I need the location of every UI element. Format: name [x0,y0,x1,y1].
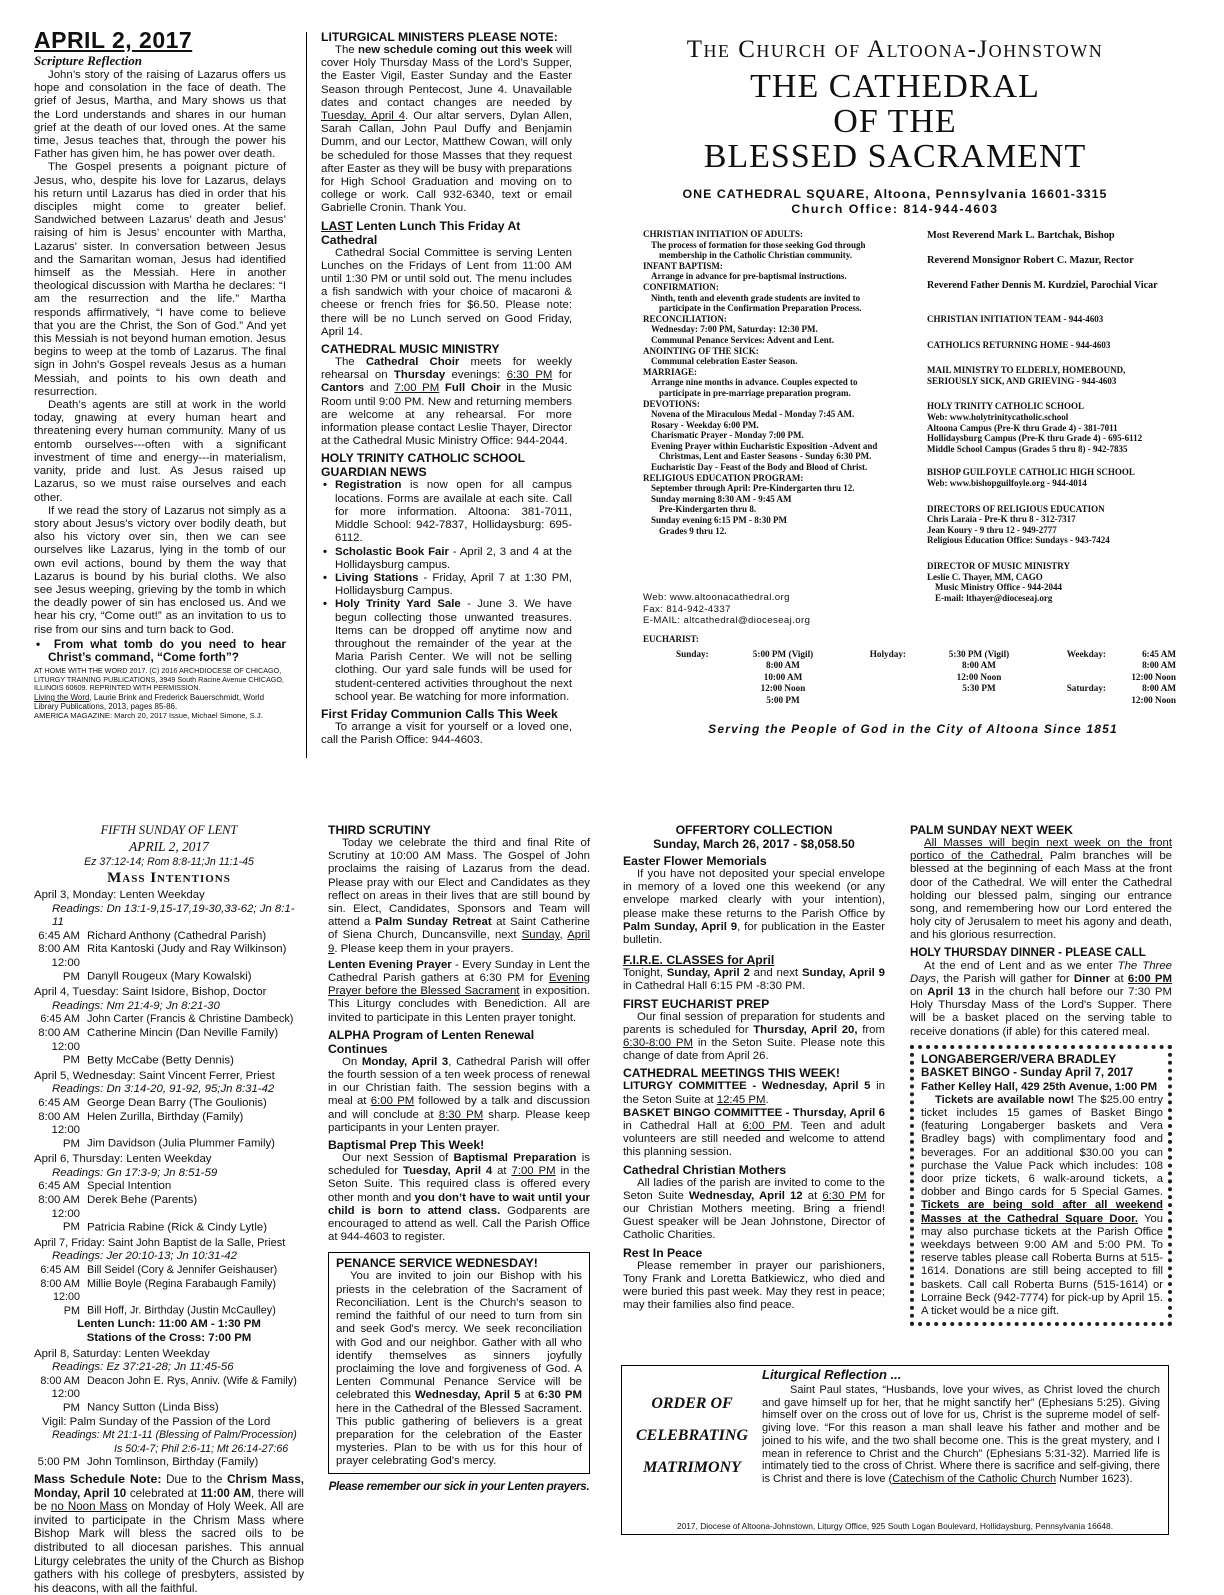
reflection-paragraph: The Gospel presents a poignant picture of Jesus, who, despite his love for Lazarus, delays his return until Lazarus has died in order that his disciples might come to greater belief. Sandwiched between Lazarus’ death and Jesus’ raising of him is Jesus’ encounter with Martha, Lazarus’ sister. In conversation between Jesus and the Samaritan woman, Jesus had identified himself as the Messiah. Here in another theological discussion with Martha he declares: “I am the resurrection and the life.” Martha responds affirmatively, “I have come to believe that you are the Christ, the Son of God.” And yet this Messiah is not beyond human emotion. Jesus begins to weep at the tomb of Lazarus. The final sign in John’s Gospel reveals Jesus as a human Messiah, and points to his own death and resurrection. [34,161,286,398]
holyday-label: Holyday: [869,648,906,659]
first-eucharist-text: Our final session of preparation for students and parents is scheduled for Thursday, April 20, from 6:30-8:00 PM in the Seton Suite. Please note this change of date from April 26. [623,1010,885,1063]
intention-day: April 7, Friday: Saint John Baptist de la Salle, Priest Readings: Jer 20:10-13; Jn 10:31-42 6:45 AM Bill Seidel (Cory & Jennifer Geishauser) 8:00 AM Millie Boyle (Regina Farabaugh Family) 12:00 PM Bill Hoff, Jr. Birthday (Justin McCaulley) [34,1236,286,1317]
directory-heading: RECONCILIATION: [643,313,727,324]
directory-heading: INFANT BAPTISM: [643,260,723,271]
eucharist-schedule [643,634,1183,707]
contact-info [643,592,918,627]
bulletin-date: APRIL 2, 2017 [34,27,193,53]
first-eucharist-heading: FIRST EUCHARIST PREP [623,996,770,1011]
contact-group: Music Ministry Office - 944-2044 [935,582,1062,593]
contact-group: Middle School Campus (Grades 5 thru 8) - 942-7835 [927,443,1128,454]
directory-text: Christmas, Lent and Easter Seasons - Sunday 6:30 PM. [659,451,872,462]
mass-time: 5:30 PM [962,683,996,694]
directory-text: Communal celebration Easter Season. [651,356,798,367]
liturgy-committee-text: LITURGY COMMITTEE - Wednesday, April 5 in the Seton Suite at 12:45 PM. [623,1080,886,1106]
intention-day: April 4, Tuesday: Saint Isidore, Bishop, Doctor Readings: Nm 21:4-9; Jn 8:21-30 6:45 AM John Carter (Francis & Christine Dambeck) 8:00 AM Catherine Mincin (Dan Neville Family) 12:00 PM Betty McCabe (Betty Dennis) [34,986,294,1067]
credit-line: Living the Word, Laurie Brink and Frederick Bauerschmidt, World Library Publications, 2013, pages 85-86. [34,692,265,712]
cathedral-address: ONE CATHEDRAL SQUARE, Altoona, Pennsylvania 16601-3315 [682,187,1108,201]
evening-prayer-text: Lenten Evening Prayer - Every Sunday in Lent the Cathedral Parish gathers at 6:30 PM for Evening Prayer before the Blessed Sacrament in exposition. This Liturgy concludes with Benediction. All are invited to participate in this Lenten prayer tonight. [328,958,590,1024]
saturday-label: Saturday: [1066,683,1106,694]
holy-thursday-text: At the end of Lent and as we enter The Three Days, the Parish will gather for Dinner at 6:00 PM on April 13 in the church hall before our 7:30 PM Holy Thursday Mass of the Lord's Supper. There will be a basket placed on the serving table to receive donations (if able) for this catered meal. [910,959,1172,1038]
parish-motto: Serving the People of God in the City of Altoona Since 1851 [708,722,1118,736]
directory-text: Grades 9 thru 12. [659,525,727,536]
directory-text: Sunday evening 6:15 PM - 8:30 PM [651,515,787,526]
directory-heading: CHRISTIAN INITIATION OF ADULTS: [643,229,803,239]
reflection-box-title: Liturgical Reflection ... [762,1367,902,1382]
mass-intentions-heading: Mass Intentions [107,870,231,886]
credit-line: AMERICA MAGAZINE: March 20, 2017 Issue, Michael Simone, S.J. [34,710,263,720]
intention-day: April 3, Monday: Lenten Weekday Readings: Dn 13:1-9,15-17,19-30,33-62; Jn 8:1-11 6:45 AM Richard Anthony (Cathedral Parish) 8:00 AM Rita Kantoski (Judy and Ray Wilkinson) 12:00 PM Danyll Rougeux (Mary Kowalski) [34,889,295,983]
offertory-column [623,823,885,1312]
penance-service-box [328,1252,590,1473]
scrutiny-column [328,823,590,1494]
bullet-icon: • [36,636,54,651]
mass-time: 12:00 Noon [956,671,1002,682]
mass-time: 12:00 Noon [1131,671,1176,682]
directory-text: Communal Penance Services: Advent and Lent. [651,334,834,345]
clergy-directory [927,230,1197,603]
eucharist-table [676,649,1176,707]
parish-services-directory [643,229,918,536]
credit-line: AT HOME WITH THE WORD 2017. (C) 2016 ARCHDIOCESE OF CHICAGO, LITURGY TRAINING PUBLICATIONS, 3949 South Racine Avenue CHICAGO, ILLINOIS 60609. REPRINTED WITH PERMISSION. [34,666,284,693]
mass-time: 5:00 PM (Vigil) [752,648,814,659]
contact-group: BISHOP GUILFOYLE CATHOLIC HIGH SCHOOL [927,467,1135,478]
liturgical-ministers-text: The new schedule coming out this week will cover Holy Thursday Mass of the Lord’s Supper, the Easter Vigil, Easter Sunday and the Easter Season through Pentecost, June 4. Unavailable dates and contact changes are needed by Tuesday, April 4. Our altar servers, Dylan Allen, Sarah Callan, John Paul Duffy and Benjamin Dumm, and our Lector, Matthew Cowan, will only be scheduled for those Masses that they request after Easter as they will be busy with preparations for High School Graduation and moving on to college or work. Call 932-6340, text or email Gabrielle Cronin. Thank You. [321,44,572,215]
penance-service-heading: PENANCE SERVICE WEDNESDAY! [336,1256,538,1271]
directory-text: participate in pre-marriage preparation program. [659,387,851,398]
meetings-heading: CATHEDRAL MEETINGS THIS WEEK! [623,1066,840,1081]
contact-group: Hollidaysburg Campus (Pre-K thru Grade 4) - 695-6112 [927,433,1143,444]
directory-text: Evening Prayer within Eucharistic Exposition -Advent and [651,440,878,451]
eucharist-label: EUCHARIST: [643,634,699,644]
mass-time: 8:00 AM [1142,683,1176,694]
baptismal-prep-heading: Baptismal Prep This Week! [328,1138,485,1153]
scripture-column [34,28,286,720]
holy-thursday-heading: HOLY THURSDAY DINNER - PLEASE CALL [910,945,1146,959]
lenten-lunch-text: Cathedral Social Committee is serving Lenten Lunches on the Fridays of Lent from 11:00 AM until 1:30 PM or until sold out. The menu includes a fish sandwich with your choice of macaroni & cheese or french fries for $6.50. Please note: there will be no Lunch served on Good Friday, April 14. [321,246,572,338]
bingo-heading: BASKET BINGO - Sunday April 7, 2017 [921,1065,1134,1079]
mass-time: 10:00 AM [763,671,803,682]
reflection-paragraph: If we read the story of Lazarus not simply as a story about Jesus’s victory over bodily death, but also his victory over sin, then we can see ourselves like Lazarus, lying in the tomb of our own evil actions, bound by them the way that Lazarus is bound by his burial cloths. We also see Jesus weeping, grieving by the tomb in which the deadly power of sin has enclosed us. And we hear his cry, “Come out!” as an invitation to us to rise from our sins and turn back to God. [34,504,286,636]
flower-memorials-text: If you have not deposited your special envelope in memory of a loved one this weekend (or any envelope marked clearly with your intention), please make these returns to the Parish Office by Palm Sunday, April 9, for publication in the Easter bulletin. [623,868,885,947]
school-news-heading: HOLY TRINITY CATHOLIC SCHOOL GUARDIAN NEWS [321,451,525,480]
church-name: The Church of Altoona-Johnstown [686,36,1104,63]
reflection-box-text: Saint Paul states, “Husbands, love your wives, as Christ loved the church and gave himself up for her, that he might sanctify her” (Ephesians 5:25). Giving himself over on the cross out of love for us, Christ is the supreme model of self-giving love. “For this reason a man shall leave his father and mother and be joined to his wife, and the two shall become one. This is the great mystery, and I mean in reference to Christ and the Church” (Ephesians 5:31-32). Married life is intimately tied to the cross of Christ. Where there is sacrifice and self-giving, there is Christ and there is love (Catechism of the Catholic Church Number 1623). [762,1384,1160,1485]
contact-group: CHRISTIAN INITIATION TEAM - 944-4603 [927,314,1104,324]
directory-heading: MARRIAGE: [643,366,697,377]
liturgical-day: FIFTH SUNDAY OF LENT [100,823,238,837]
liturgical-ministers-heading: LITURGICAL MINISTERS PLEASE NOTE: [321,30,558,44]
reflection-paragraph: John’s story of the raising of Lazarus offers us hope and consolation in the face of death. The grief of Jesus, Martha, and Mary shows us that the Lord understands and shares in our human grief at the death of our loved ones. At the same time, Jesus teaches that, through the power his Father has given him, he has power over death. [34,69,286,161]
mass-schedule-note: Mass Schedule Note: Due to the Chrism Mass, Monday, April 10 celebrated at 11:00 AM, there will be no Noon Mass on Monday of Holy Week. All are invited to participate in the Chrism Mass where Bishop Mark will bless the sacred oils to be distributed to all diocesan parishes. This annual Liturgy celebrates the unity of the Church as Bishop gathers with his college of presbyters, assisted by his deacons, with all the faithful. [34,1471,304,1595]
bingo-heading: LONGABERGER/VERA BRADLEY [921,1051,1117,1066]
clergy-rector: Reverend Monsignor Robert C. Mazur, Rector [927,255,1134,266]
directory-heading: ANOINTING OF THE SICK: [643,345,759,356]
contact-group: Jean Koury - 9 thru 12 - 949-2777 [927,524,1057,535]
directory-text: participate in the Confirmation Preparation Process. [659,303,862,314]
directory-text: Wednesday: 7:00 PM, Saturday: 12:30 PM. [651,324,818,335]
mass-time: 6:45 AM [1142,648,1176,659]
reflection-box-footer: 2017, Diocese of Altoona-Johnstown, Liturgy Office, 925 South Logan Boulevard, Hollidaysburg, Pennsylvania 16648. [676,1521,1114,1531]
mass-time: 12:00 Noon [1131,694,1176,705]
column-divider [306,32,307,758]
contact-group: MAIL MINISTRY TO ELDERLY, HOMEBOUND, [927,365,1126,376]
mass-time: 8:00 AM [766,660,800,671]
bingo-committee-text: BASKET BINGO COMMITTEE - Thursday, April 6 in Cathedral Hall at 6:00 PM. Teen and adult volunteers are still needed and welcome to attend this planning session. [623,1106,885,1159]
email-link[interactable]: E-MAIL: altcathedral@dioceseaj.org [643,615,811,627]
directory-text: Eucharistic Day - Feast of the Body and Blood of Christ. [651,462,868,473]
third-scrutiny-text: Today we celebrate the third and final Rite of Scrutiny at 10:00 AM Mass. The Gospel of John proclaims the raising of Lazarus from the dead. Please pray with our Elect and Candidates as they reflect on areas in their lives that are still bound by sin. Elect, Candidates, Sponsors and Team will attend a Palm Sunday Retreat at Saint Catherine of Siena Church, Duncansville, next Sunday, April 9. Please keep them in your prayers. [328,837,590,955]
baptismal-prep-text: Our next Session of Baptismal Preparation is scheduled for Tuesday, April 4 at 7:00 PM in the Seton Suite. This required class is offered every other month and you don’t have to wait until your child is born to attend class. Godparents are encouraged to attend as well. Call the Parish Office at 944-4603 to register. [328,1152,591,1244]
ministry-column [321,30,572,747]
sunday-readings: Ez 37:12-14; Rom 8:8-11;Jn 11:1-45 [84,856,254,868]
directory-text: membership in the Catholic Christian community. [659,250,853,261]
contact-group: SERIOUSLY SICK, AND GRIEVING - 944-4603 [927,375,1117,386]
school-news-list [321,479,572,703]
list-item: • Living Stations - Friday, April 7 at 1:30 PM, Hollidaysburg Campus. [335,572,572,598]
contact-group: Chris Laraia - Pre-K thru 8 - 312-7317 [927,514,1076,525]
clergy-vicar: Reverend Father Dennis M. Kurdziel, Parochial Vicar [927,280,1158,291]
fire-classes-heading: F.I.R.E. CLASSES for April [623,953,775,968]
palm-sunday-heading: PALM SUNDAY NEXT WEEK [910,823,1073,837]
liturgical-reflection-box [621,1365,1169,1535]
rest-in-peace-heading: Rest In Peace [623,1245,703,1260]
reflection-paragraph: Death’s agents are still at work in the world today, gnawing at every human heart and threatening every human community. Many of us entomb ourselves---often with a significant investment of time and energy---in materialism, vanity, pride and lust. As Jesus raised up Lazarus, so we must raise ourselves and each other. [34,399,286,504]
intention-day: April 6, Thursday: Lenten Weekday Readings: Gn 17:3-9; Jn 8:51-59 6:45 AM Special Intention 8:00 AM Derek Behe (Parents) 12:00 PM Patricia Rabine (Rick & Cindy Lytle) [34,1153,267,1234]
music-ministry-heading: CATHEDRAL MUSIC MINISTRY [321,342,500,357]
contact-group: HOLY TRINITY CATHOLIC SCHOOL [927,401,1084,412]
cathedral-title: OF THE [833,103,957,140]
mass-time: 5:30 PM (Vigil) [948,648,1010,659]
mass-time: 5:00 PM [766,694,800,705]
first-friday-heading: First Friday Communion Calls This Week [321,706,558,721]
reflection-question: • From what tomb do you need to hear Christ’s command, “Come forth”? [36,636,286,664]
rest-in-peace-text: Please remember in prayer our parishioners, Tony Frank and Loretta Batkiewicz, who died and were buried this past week. May they rest in peace; may their families also find peace. [623,1259,885,1312]
lenten-lunch-note: Lenten Lunch: 11:00 AM - 1:30 PM [77,1318,261,1331]
cathedral-title: BLESSED SACRAMENT [703,138,1087,175]
contact-group: Religious Education Office: Sundays - 943-7424 [927,535,1110,546]
website-link[interactable]: Web: www.altoonacathedral.org [643,592,790,603]
mass-time: 12:00 Noon [760,683,806,694]
fax-number: Fax: 814-942-4337 [643,603,731,615]
contact-group: Altoona Campus (Pre-K thru Grade 4) - 381-7011 [927,422,1118,433]
directory-text: Pre-Kindergarten thru 8. [659,504,757,515]
directory-text: Sunday morning 8:30 AM - 9:45 AM [651,493,792,504]
scripture-reflection-title: Scripture Reflection [34,53,142,68]
flower-memorials-heading: Easter Flower Memorials [623,854,767,868]
mass-time: 8:00 AM [962,660,996,671]
palm-sunday-column [910,823,1172,1326]
bingo-text: Tickets are available now! The $25.00 entry ticket includes 15 games of Basket Bingo (featuring Longaberger baskets and Vera Bradley bags) with complimentary food and beverages. For an additional $30.00 you can purchase the Value Pack which includes: 108 door prize tickets, 6 walk-around tickets, a dobber and Bingo cards for 5 Special Games. Tickets are being sold after all weekend Masses at the Cathedral Square Door. You may also purchase tickets at the Parish Office weekdays between 9:00 AM and 5:00 PM. To reserve tables please call Roberta Burns at 515-1614. Donations are still being accepted to fill baskets. Call call Roberta Burns (515-1614) or Lorraine Beck (942-7774) for pick-up by April 15. A ticket would be a nice gift. [921,1093,1163,1318]
sunday-label: Sunday: [676,648,709,659]
clergy-bishop: Most Reverend Mark L. Bartchak, Bishop [927,230,1115,241]
weekday-label: Weekday: [1066,648,1106,659]
directory-text: The process of formation for those seeking God through [651,239,866,250]
directory-heading: DEVOTIONS: [643,398,700,409]
music-ministry-text: The Cathedral Choir meets for weekly rehearsal on Thursday evenings: 6:30 PM for Cantors and 7:00 PM Full Choir in the Music Room until 9:00 PM. New and returning members are welcome at any rehearsal. For more information please contact Leslie Thayer, Director at the Cathedral Music Ministry Office: 944-2044. [321,356,573,448]
offertory-amount: Sunday, March 26, 2017 - $8,058.50 [653,837,855,851]
directory-text: Rosary - Weekday 6:00 PM. [651,419,759,430]
sick-prayer-note: Please remember our sick in your Lenten prayers. [328,1479,590,1493]
directory-text: Arrange in advance for pre-baptismal instructions. [651,271,847,282]
mass-date: APRIL 2, 2017 [129,839,209,854]
offertory-heading: OFFERTORY COLLECTION [675,823,833,837]
contact-group: DIRECTOR OF MUSIC MINISTRY [927,560,1070,571]
penance-service-text: You are invited to join our Bishop with his priests in the celebration of the Sacrament of Reconciliation. Lent is the Church's season to remind the faithful of our need to turn from sin and seek God's mercy. We seek reconciliation with God and our neighbor. Gather with all who identify themselves as sinners joyfully proclaiming the love and forgiveness of God. A Lenten Communal Penance Service will be celebrated this Wednesday, April 5 at 6:30 PM here in the Cathedral of the Blessed Sacrament. This public gathering of believers is a great preparation for the celebration of the Easter mysteries. Plan to be with us for this hour of prayer celebrating God's mercy. [336,1270,582,1468]
matrimony-label: ORDER OF CELEBRATING MATRIMONY [635,1395,749,1476]
masthead [600,36,1190,217]
intention-day: April 5, Wednesday: Saint Vincent Ferrer, Priest Readings: Dn 3:14-20, 91-92, 95;Jn 8:31-42 6:45 AM George Dean Barry (The Goulionis) 8:00 AM Helen Zurilla, Birthday (Family) 12:00 PM Jim Davidson (Julia Plummer Family) [34,1069,275,1150]
mass-intentions-column [34,823,304,1595]
alpha-text: On Monday, April 3, Cathedral Parish will offer the fourth session of a ten week process of renewal in our Christian faith. The session begins with a meal at 6:00 PM followed by a talk and discussion and will conclude at 8:30 PM sharp. Please keep participants in your Lenten prayer. [328,1055,591,1134]
stations-note: Stations of the Cross: 7:00 PM [86,1332,252,1344]
christian-mothers-text: All ladies of the parish are invited to come to the Seton Suite Wednesday, April 12 at 6:30 PM for our Christian Mothers meeting. Bring a friend! Guest speaker will be Jean Johnstone, Director of Catholic Charities. [623,1176,886,1242]
fire-classes-text: Tonight, Sunday, April 2 and next Sunday, April 9 in Cathedral Hall 6:15 PM -8:30 PM. [623,967,885,993]
contact-group: E-mail: lthayer@dioceseaj.org [935,592,1053,603]
first-friday-text: To arrange a visit for yourself or a loved one, call the Parish Office: 944-4603. [321,720,572,747]
directory-text: September through April: Pre-Kindergarten thru 12. [651,483,855,494]
contact-group: Web: www.bishopguilfoyle.org - 944-4014 [927,477,1087,488]
palm-sunday-text: All Masses will begin next week on the front portico of the Cathedral. Palm branches will be blessed at the beginning of each Mass at the front door of the Cathedral. We will enter the Cathedral holding our blessed palm, singing our entrance song, and remembering how our Lord entered the holy city of Jerusalem to meet his agony and death, and his glorious resurrection. [910,837,1172,942]
directory-text: Novena of the Miraculous Medal - Monday 7:45 AM. [651,409,855,420]
bingo-location: Father Kelley Hall, 429 25th Avenue, 1:00 PM [921,1080,1158,1093]
list-item: • Scholastic Book Fair - April 2, 3 and 4 at the Hollidaysburg campus. [335,546,572,572]
list-item: • Holy Trinity Yard Sale - June 3. We have begun collecting those unwanted treasures. Items can be dropped off anytime now and throughout the remainder of the year at the Maria Parish Center. We will not be selling clothing. Our yard sale funds will be used for student-centered activities throughout the next school year. Be watching for more information. [335,598,572,704]
cathedral-title: THE CATHEDRAL [750,68,1040,105]
church-office-phone: Church Office: 814-944-4603 [791,202,999,216]
christian-mothers-heading: Cathedral Christian Mothers [623,1162,787,1177]
directory-text: Charismatic Prayer - Monday 7:00 PM. [651,430,804,441]
mass-time: 8:00 AM [1142,660,1176,671]
directory-text: Arrange nine months in advance. Couples expected to [651,377,858,388]
directory-heading: RELIGIOUS EDUCATION PROGRAM: [643,472,804,483]
directory-text: Ninth, tenth and eleventh grade students are invited to [651,292,861,303]
contact-group: DIRECTORS OF RELIGIOUS EDUCATION [927,503,1105,514]
list-item: • Registration is now open for all campus locations. Forms are availale at each site. Call for more information. Altoona: 381-7011, Middle School: 942-7837, Hollidaysburg: 695-6112. [335,479,572,545]
third-scrutiny-heading: THIRD SCRUTINY [328,823,431,837]
intention-day: April 8, Saturday: Lenten Weekday Readings: Ez 37:21-28; Jn 11:45-56 8:00 AM Deacon John E. Rys, Anniv. (Wife & Family) 12:00 PM Nancy Sutton (Linda Biss) Vigil: Palm Sunday of the Passion of the Lord Readings: Mt 21:1-11 (Blessing of Palm/Procession) Is 50:4-7; Phil 2:6-11; Mt 26:14-27:66 5:00 PM John Tomlinson, Birthday (Family) [34,1347,297,1469]
lenten-lunch-heading: LAST Lenten Lunch This Friday At Cathedral [321,218,521,247]
contact-group: Leslie C. Thayer, MM, CAGO [927,571,1043,582]
contact-group: Web: www.holytrinitycatholic.school [927,411,1069,422]
contact-group: CATHOLICS RETURNING HOME - 944-4603 [927,339,1111,350]
alpha-heading: ALPHA Program of Lenten Renewal Continues [328,1027,535,1056]
directory-heading: CONFIRMATION: [643,281,719,292]
basket-bingo-box [910,1045,1172,1326]
